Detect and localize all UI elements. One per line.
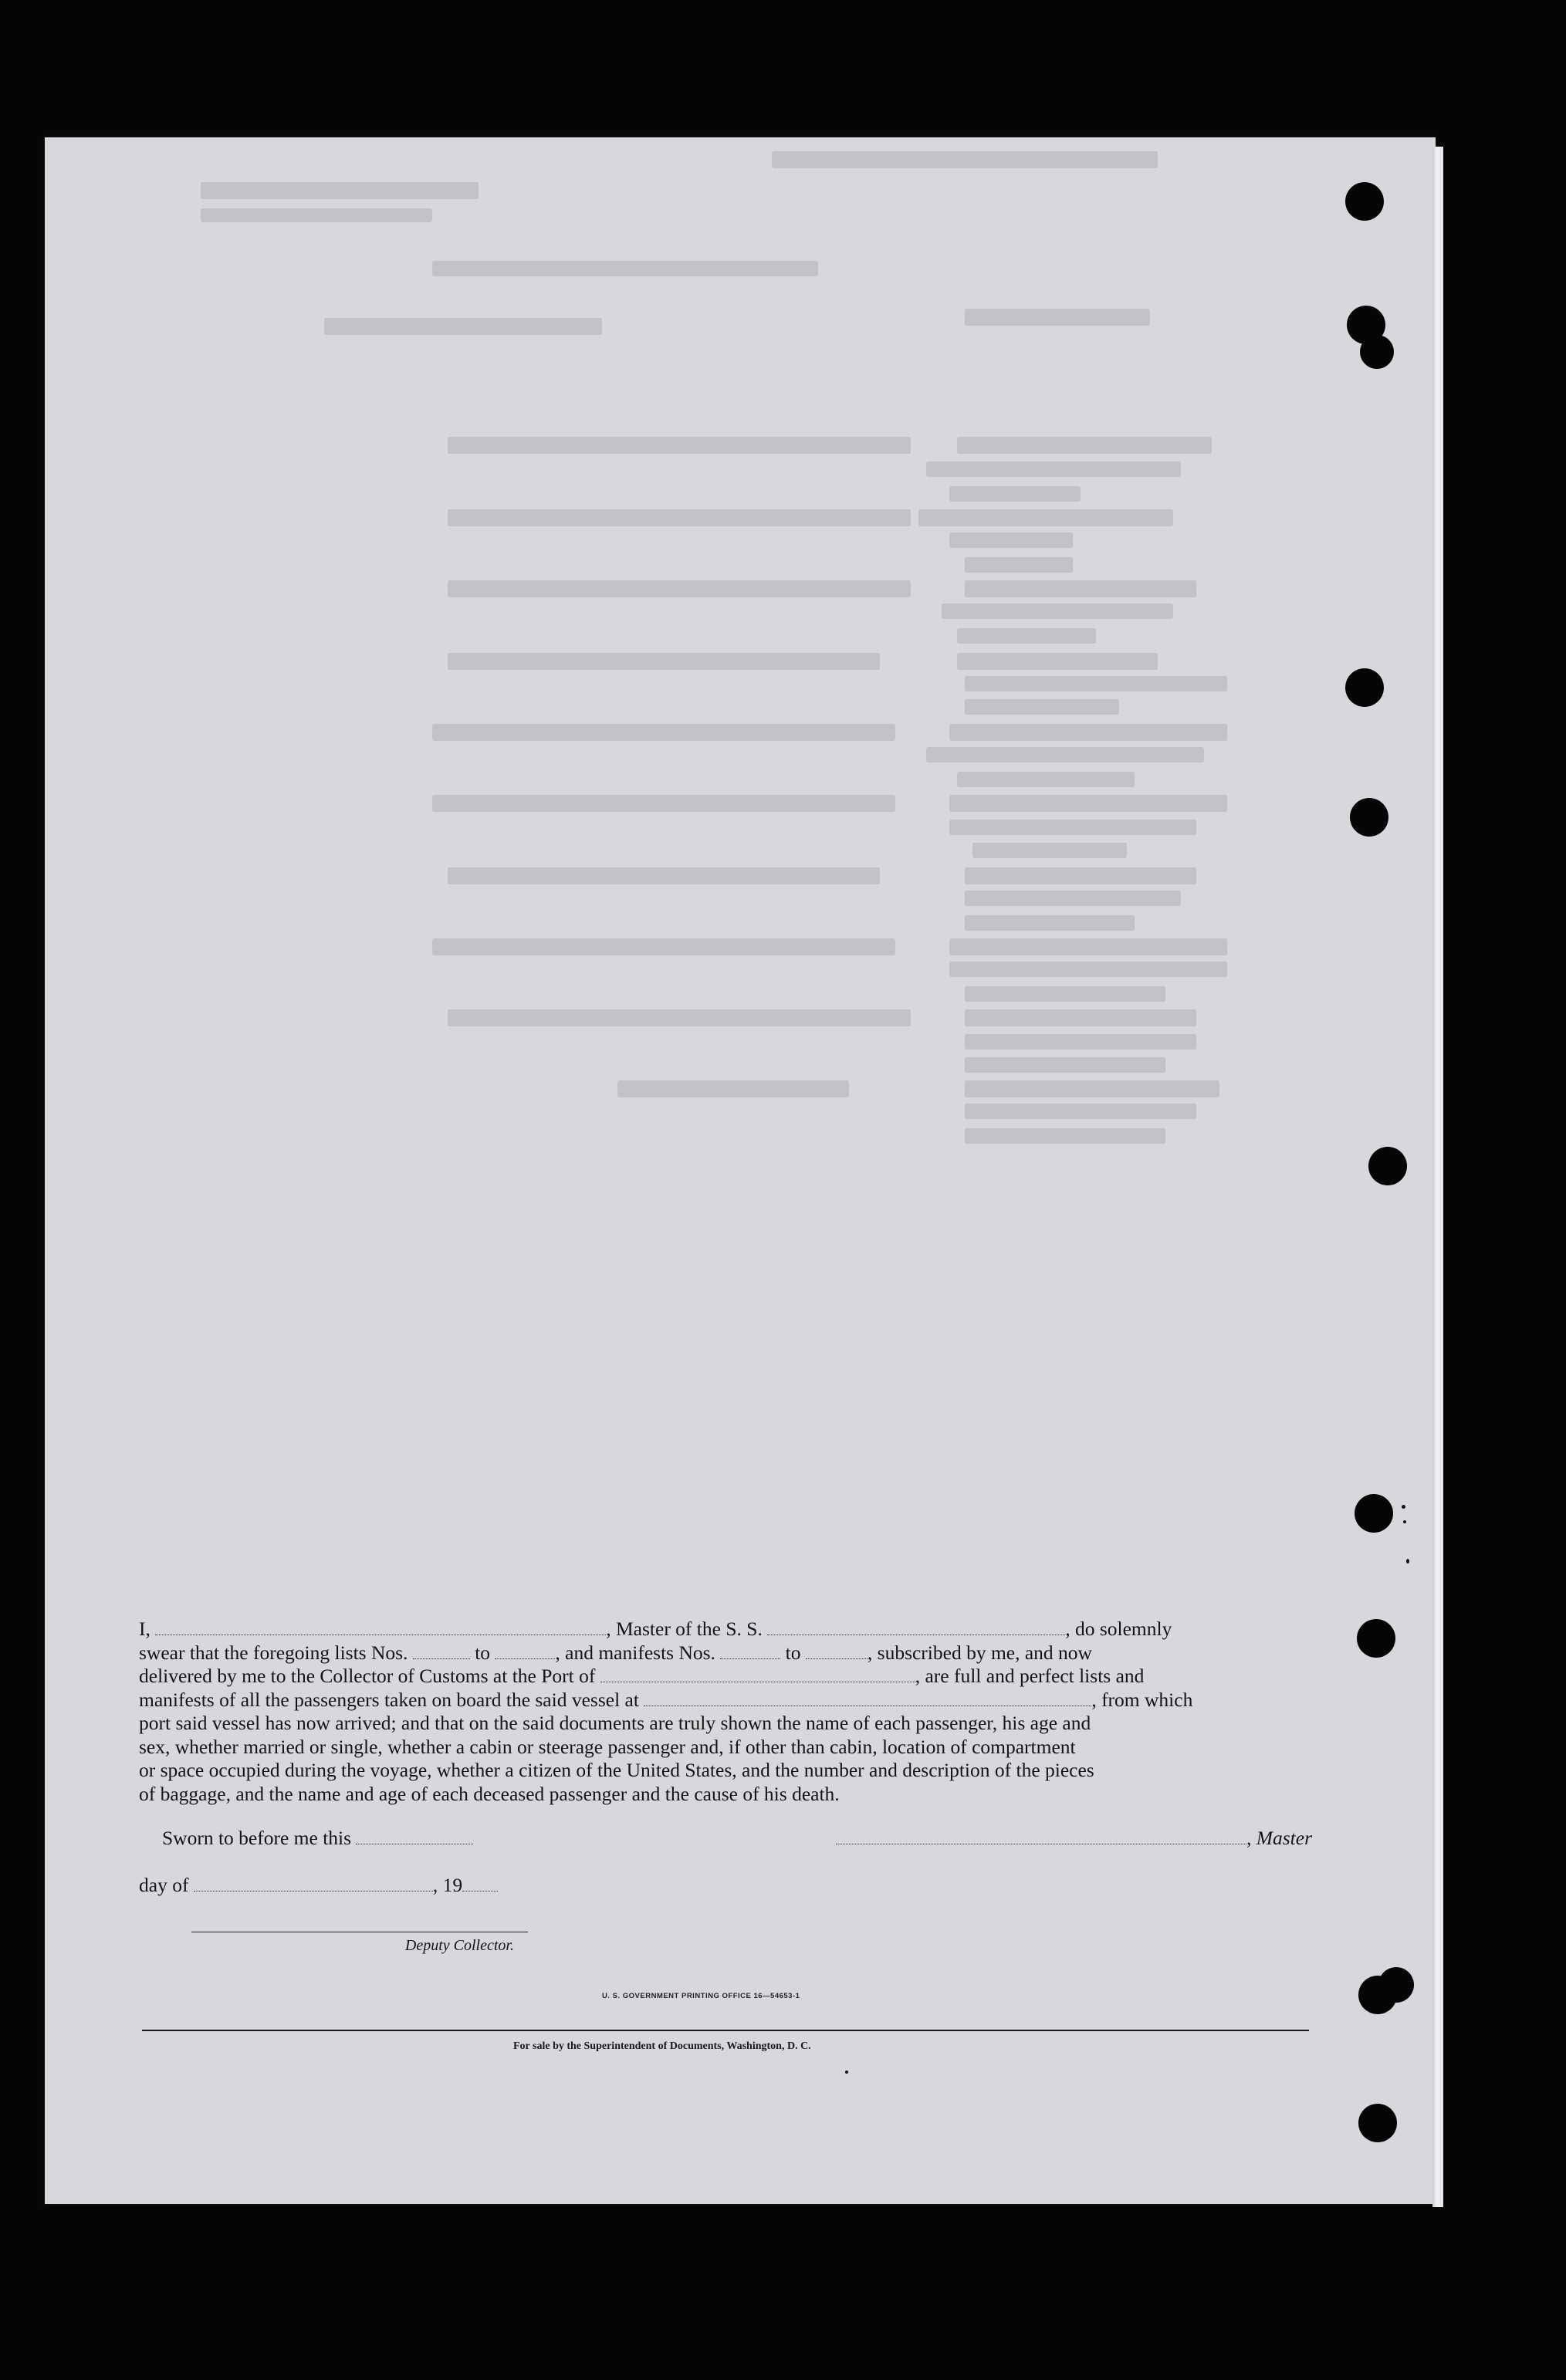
master-signature-blank xyxy=(836,1828,1246,1844)
master-label: , Master xyxy=(1246,1827,1312,1849)
ink-speck xyxy=(1403,1520,1406,1523)
master-signature-field xyxy=(836,1827,1312,1850)
oath-text: to xyxy=(785,1641,801,1664)
list-from-blank xyxy=(413,1643,470,1659)
oath-line: sex, whether married or single, whether a cabin or steerage passenger and, if other than cabin, location of compartment xyxy=(139,1735,1076,1758)
punch-hole xyxy=(1345,182,1384,221)
punch-hole xyxy=(1357,1619,1395,1658)
ink-speck xyxy=(1406,1559,1409,1564)
footer-rule xyxy=(142,2030,1309,2031)
oath-text: , Master of the S. S. xyxy=(606,1618,763,1640)
sheet-edge xyxy=(1432,147,1443,2207)
sale-notice: For sale by the Superintendent of Documents, Washington, D. C. xyxy=(513,2040,811,2052)
sworn-field xyxy=(162,1827,473,1850)
oath-text: to xyxy=(475,1641,491,1664)
departure-port-blank xyxy=(644,1690,1091,1706)
ship-name-blank xyxy=(767,1619,1065,1635)
ink-speck xyxy=(1402,1505,1405,1509)
oath-text: I, xyxy=(139,1618,151,1640)
oath-text: , and manifests Nos. xyxy=(555,1641,715,1664)
punch-hole xyxy=(1360,335,1394,369)
punch-hole xyxy=(1345,668,1384,707)
oath-text: , do solemnly xyxy=(1065,1618,1172,1640)
oath-line: of baggage, and the name and age of each deceased passenger and the cause of his death. xyxy=(139,1782,840,1805)
oath-line: or space occupied during the voyage, whether a citizen of the United States, and the number and description of the pieces xyxy=(139,1759,1094,1781)
printing-office-imprint: U. S. GOVERNMENT PRINTING OFFICE 16—54653-1 xyxy=(602,1992,800,2000)
punch-hole xyxy=(1358,2104,1397,2142)
oath-text: delivered by me to the Collector of Customs at the Port of xyxy=(139,1665,596,1687)
punch-hole xyxy=(1378,1967,1414,2003)
deputy-collector-label: Deputy Collector. xyxy=(404,1937,514,1954)
ink-speck xyxy=(845,2071,848,2074)
master-name-blank xyxy=(155,1619,606,1635)
oath-text: manifests of all the passengers taken on board the said vessel at xyxy=(139,1688,639,1711)
oath-text: , from which xyxy=(1091,1688,1193,1711)
oath-text: , subscribed by me, and now xyxy=(867,1641,1092,1664)
punch-hole xyxy=(1350,798,1388,837)
manifest-from-blank xyxy=(720,1643,780,1659)
oath-line xyxy=(139,1689,1312,1712)
oath-paragraph xyxy=(139,1618,1312,1806)
oath-line xyxy=(139,1665,1312,1689)
punch-hole xyxy=(1368,1147,1407,1185)
oath-line: port said vessel has now arrived; and that on the said documents are truly shown the name of each passenger, his age and xyxy=(139,1712,1091,1734)
month-blank xyxy=(194,1875,433,1891)
oath-text: , are full and perfect lists and xyxy=(915,1665,1145,1687)
oath-text: swear that the foregoing lists Nos. xyxy=(139,1641,408,1664)
sworn-label: Sworn to before me this xyxy=(162,1827,352,1849)
oath-line xyxy=(139,1641,1312,1665)
year-prefix: , 19 xyxy=(432,1874,463,1896)
year-blank xyxy=(462,1875,498,1891)
day-of-row xyxy=(139,1874,498,1897)
sworn-day-blank xyxy=(356,1828,473,1844)
sworn-row xyxy=(162,1827,1312,1853)
manifest-to-blank xyxy=(806,1643,868,1659)
list-to-blank xyxy=(495,1643,555,1659)
oath-line xyxy=(139,1618,1312,1641)
port-blank xyxy=(600,1666,915,1682)
day-of-label: day of xyxy=(139,1874,189,1896)
punch-hole xyxy=(1355,1494,1393,1533)
